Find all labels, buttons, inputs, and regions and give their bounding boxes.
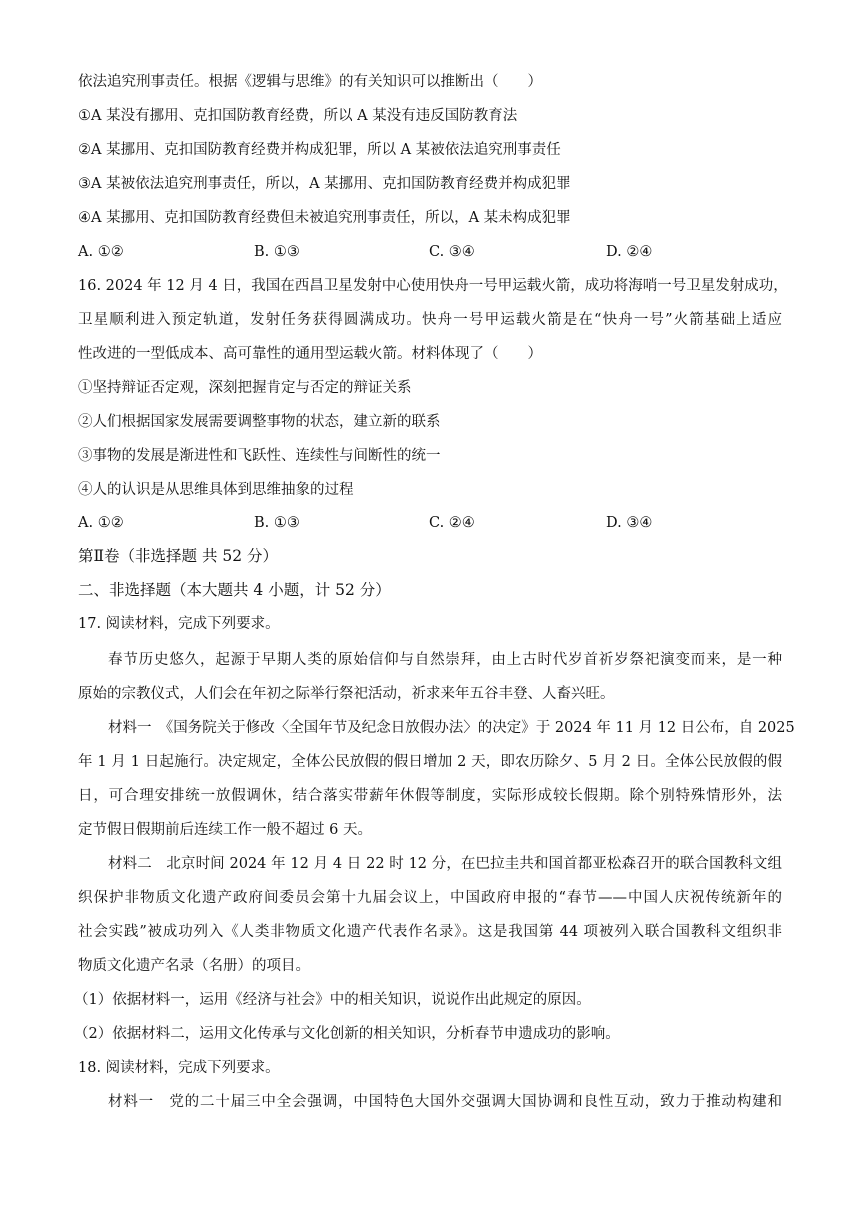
q17-intro-line-1: 春节历史悠久，起源于早期人类的原始信仰与自然崇拜，由上古时代岁首祈岁祭祀演变而来，是一种 bbox=[108, 652, 782, 668]
q15-option-b: B. ①③ bbox=[254, 244, 300, 260]
q15-item-4: ④A 某挪用、克扣国防教育经费但未被追究刑事责任，所以，A 某未构成犯罪 bbox=[78, 210, 571, 226]
q16-stem-line-1: 16. 2024 年 12 月 4 日，我国在西昌卫星发射中心使用快舟一号甲运载火箭，成功将海哨一号卫星发射成功， bbox=[78, 278, 788, 294]
q15-options bbox=[78, 242, 782, 262]
q17-material1-line-2: 年 1 月 1 日起施行。决定规定，全体公民放假的假日增加 2 天，即农历除夕、5 月 2 日。全体公民放假的假 bbox=[78, 754, 782, 770]
q15-item-1: ①A 某没有挪用、克扣国防教育经费，所以 A 某没有违反国防教育法 bbox=[78, 108, 518, 124]
q17-stem: 17. 阅读材料，完成下列要求。 bbox=[78, 616, 280, 632]
q16-option-b: B. ①③ bbox=[254, 515, 300, 531]
q16-item-3: ③事物的发展是渐进性和飞跃性、连续性与间断性的统一 bbox=[78, 448, 441, 464]
q17-material1-line-1: 材料一 《国务院关于修改〈全国年节及纪念日放假办法〉的决定》于 2024 年 11 月 12 日公布，自 2025 bbox=[108, 720, 795, 736]
q15-item-2: ②A 某挪用、克扣国防教育经费并构成犯罪，所以 A 某被依法追究刑事责任 bbox=[78, 142, 561, 158]
q17-material1-line-3: 日，可合理安排统一放假调休，结合落实带薪年休假等制度，实际形成较长假期。除个别特殊情形外，法 bbox=[78, 788, 782, 804]
volume-title: 第Ⅱ卷（非选择题 共 52 分） bbox=[78, 547, 279, 565]
q16-item-2: ②人们根据国家发展需要调整事物的状态，建立新的联系 bbox=[78, 414, 441, 430]
part-title: 二、非选择题（本大题共 4 小题，计 52 分） bbox=[78, 581, 391, 599]
q15-item-3: ③A 某被依法追究刑事责任，所以，A 某挪用、克扣国防教育经费并构成犯罪 bbox=[78, 176, 571, 192]
q15-stem-end: 依法追究刑事责任。根据《逻辑与思维》的有关知识可以推断出（ ） bbox=[78, 74, 542, 90]
q16-item-4: ④人的认识是从思维具体到思维抽象的过程 bbox=[78, 482, 354, 498]
q15-option-d: D. ②④ bbox=[606, 244, 653, 260]
q16-options bbox=[78, 513, 782, 533]
q18-stem: 18. 阅读材料，完成下列要求。 bbox=[78, 1060, 280, 1076]
q17-material2-line-2: 织保护非物质文化遗产政府间委员会第十九届会议上，中国政府申报的“春节——中国人庆祝传统新年的 bbox=[78, 890, 782, 906]
q16-option-a: A. ①② bbox=[78, 515, 124, 531]
q16-option-c: C. ②④ bbox=[429, 515, 475, 531]
q17-material2-line-1: 材料二 北京时间 2024 年 12 月 4 日 22 时 12 分，在巴拉圭共和国首都亚松森召开的联合国教科文组 bbox=[108, 856, 782, 872]
q15-option-c: C. ③④ bbox=[429, 244, 475, 260]
q16-stem-line-3: 性改进的一型低成本、高可靠性的通用型运载火箭。材料体现了（ ） bbox=[78, 346, 542, 362]
q16-stem-line-2: 卫星顺利进入预定轨道，发射任务获得圆满成功。快舟一号甲运载火箭是在“快舟一号”火箭基础上适应 bbox=[78, 312, 782, 328]
q17-material2-line-3: 社会实践”被成功列入《人类非物质文化遗产代表作名录》。这是我国第 44 项被列入联合国教科文组织非 bbox=[78, 924, 782, 940]
q17-sub-question-2: （2）依据材料二，运用文化传承与文化创新的相关知识，分析春节申遗成功的影响。 bbox=[74, 1026, 620, 1042]
q17-intro-line-2: 原始的宗教仪式，人们会在年初之际举行祭祀活动，祈求来年五谷丰登、人畜兴旺。 bbox=[78, 686, 615, 702]
q15-option-a: A. ①② bbox=[78, 244, 124, 260]
q17-material2-line-4: 物质文化遗产名录（名册）的项目。 bbox=[78, 958, 310, 974]
q16-item-1: ①坚持辩证否定观，深刻把握肯定与否定的辩证关系 bbox=[78, 380, 412, 396]
q17-material1-line-4: 定节假日假期前后连续工作一般不超过 6 天。 bbox=[78, 822, 372, 838]
q17-sub-question-1: （1）依据材料一，运用《经济与社会》中的相关知识，说说作出此规定的原因。 bbox=[74, 992, 591, 1008]
q16-option-d: D. ③④ bbox=[606, 515, 653, 531]
q18-material1-line-1: 材料一 党的二十届三中全会强调，中国特色大国外交强调大国协调和良性互动，致力于推动构建和 bbox=[108, 1094, 782, 1110]
